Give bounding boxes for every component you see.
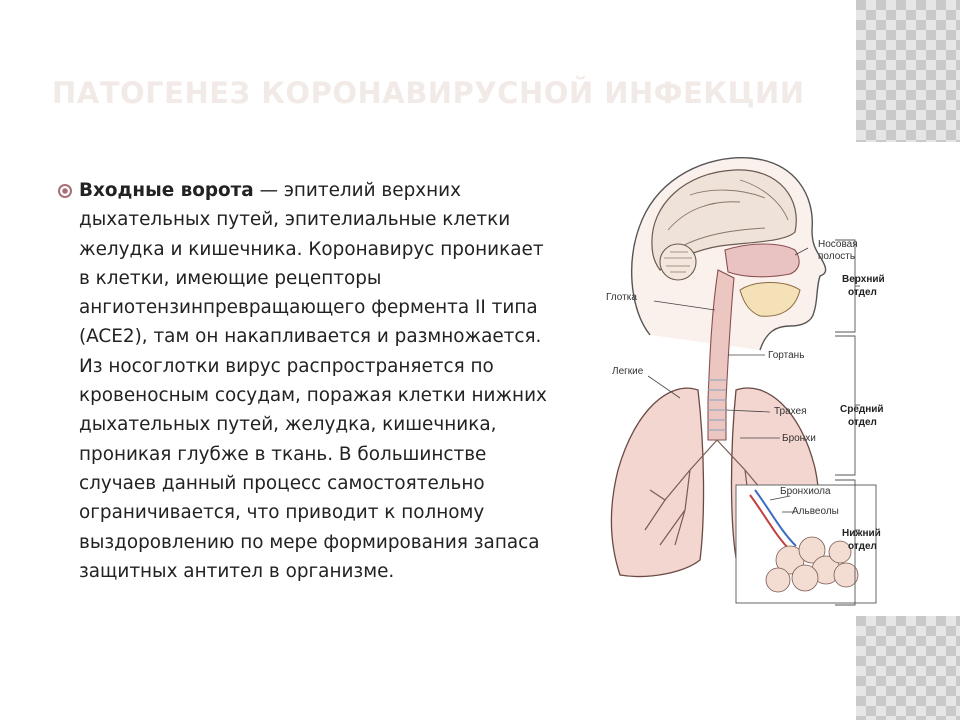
label-nasal-cavity-1: Носовая <box>818 239 858 250</box>
nasal-cavity <box>725 244 799 277</box>
label-bronchi: Бронхи <box>782 433 816 444</box>
section-middle-2: отдел <box>848 417 877 428</box>
label-lungs: Легкие <box>612 366 644 377</box>
slide-title: ПАТОГЕНЕЗ КОРОНАВИРУСНОЙ ИНФЕКЦИИ <box>52 76 805 110</box>
section-lower-2: отдел <box>848 541 877 552</box>
label-nasal-cavity-2: полость <box>818 251 856 262</box>
body-heading: Входные ворота <box>79 180 254 201</box>
label-trachea: Трахея <box>774 406 807 417</box>
body-paragraph <box>79 176 549 586</box>
label-larynx: Гортань <box>768 350 805 361</box>
body-text: — эпителий верхних дыхательных путей, эпителиальные клетки желудка и кишечника. Коронавирус проникает в клетки, имеющие рецепторы ангиотензинпревращающего фермента II типа (ACE2), там он накапливается и размножается. Из носоглотки вирус распространяется по кровеносным сосудам, поражая клетки нижних дыхательных путей, желудка, кишечника, проникая глубже в ткань. В большинстве случаев данный процесс самостоятельно ограничивается, что приводит к полному выздоровлению по мере формирования запаса защитных антител в организме. <box>79 180 547 582</box>
corner-pattern-top <box>856 0 960 142</box>
left-lung <box>611 388 703 576</box>
label-pharynx: Глотка <box>606 292 637 303</box>
cerebellum <box>660 244 696 280</box>
respiratory-system-diagram <box>590 150 885 610</box>
section-lower-1: Нижний <box>842 528 881 539</box>
label-bronchiole: Бронхиола <box>780 486 831 497</box>
label-alveoli: Альвеолы <box>792 506 839 517</box>
section-middle-1: Средний <box>840 404 884 415</box>
section-upper-2: отдел <box>848 287 877 298</box>
corner-pattern-bottom <box>856 616 960 720</box>
bullet-icon <box>58 184 72 198</box>
section-upper-1: Верхний <box>842 274 885 285</box>
